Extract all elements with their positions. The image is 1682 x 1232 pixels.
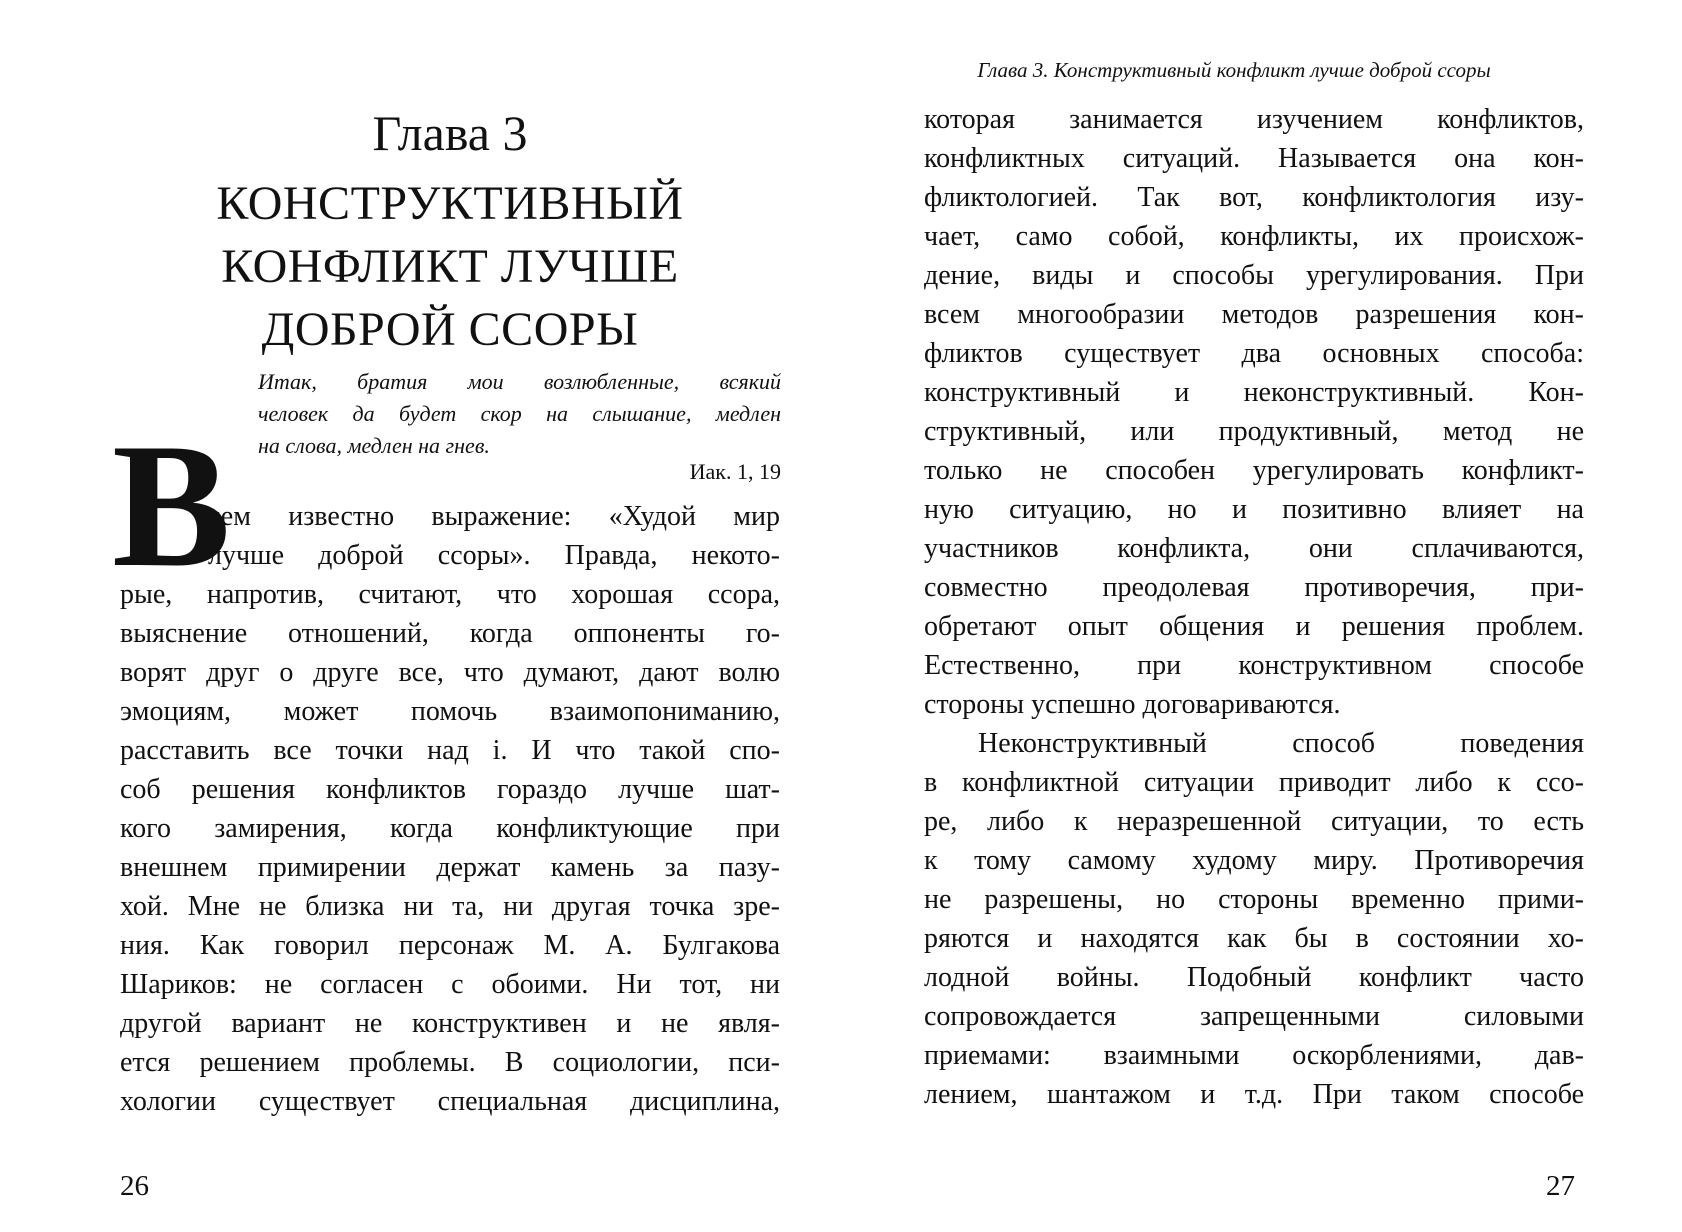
text-line: кого замирения, когда конфликтующие при bbox=[120, 813, 780, 844]
epigraph-line: Итак, братия мои возлюбленные, всякий bbox=[258, 369, 781, 394]
running-head: Глава 3. Конструктивный конфликт лучше доброй ссоры bbox=[977, 58, 1491, 82]
text-line: к тому самому худому миру. Противоречия bbox=[924, 845, 1584, 876]
epigraph-reference: Иак. 1, 19 bbox=[689, 459, 781, 484]
chapter-title bbox=[120, 172, 780, 361]
page-number-right: 27 bbox=[1546, 1170, 1575, 1202]
left-body-text bbox=[120, 497, 780, 1121]
epigraph-line: человек да будет скор на слышание, медлен bbox=[258, 401, 781, 426]
text-line: конфликтных ситуаций. Называется она кон- bbox=[924, 143, 1584, 174]
text-line: ре, либо к неразрешенной ситуации, то есть bbox=[924, 806, 1584, 837]
text-line: соб решения конфликтов гораздо лучше шат- bbox=[120, 774, 780, 805]
text-line: ется решением проблемы. В социологии, пси- bbox=[120, 1047, 780, 1078]
page-number-left: 26 bbox=[120, 1170, 149, 1202]
epigraph-line: на слова, медлен на гнев. bbox=[258, 433, 490, 458]
text-line: участников конфликта, они сплачиваются, bbox=[924, 533, 1584, 564]
text-line: ния. Как говорил персонаж М. А. Булгакова bbox=[120, 930, 780, 961]
text-line: ворят друг о друге все, что думают, дают волю bbox=[120, 657, 780, 688]
drop-cap: В bbox=[112, 406, 231, 604]
text-line: всем многообразии методов разрешения кон- bbox=[924, 299, 1584, 330]
text-line: чает, само собой, конфликты, их происхож- bbox=[924, 221, 1584, 252]
text-line: дение, виды и способы урегулирования. При bbox=[924, 260, 1584, 291]
epigraph bbox=[258, 366, 781, 462]
text-line: в конфликтной ситуации приводит либо к ссо- bbox=[924, 767, 1584, 798]
text-line: сопровождается запрещенными силовыми bbox=[924, 1001, 1584, 1032]
text-line: хой. Мне не близка ни та, ни другая точка зре- bbox=[120, 891, 780, 922]
text-line: конструктивный и неконструктивный. Кон- bbox=[924, 377, 1584, 408]
text-line: лучше доброй ссоры». Правда, некото- bbox=[208, 540, 780, 571]
text-line: другой вариант не конструктивен и не явля- bbox=[120, 1008, 780, 1039]
text-line: выяснение отношений, когда оппоненты го- bbox=[120, 618, 780, 649]
text-line: рые, напротив, считают, что хорошая ссора, bbox=[120, 579, 780, 610]
text-line: обретают опыт общения и решения проблем. bbox=[924, 611, 1584, 642]
text-line: Шариков: не согласен с обоими. Ни тот, ни bbox=[120, 969, 780, 1000]
chapter-title-line: КОНСТРУКТИВНЫЙ bbox=[216, 177, 684, 230]
text-line: эмоциям, может помочь взаимопониманию, bbox=[120, 696, 780, 727]
text-line: которая занимается изучением конфликтов, bbox=[924, 104, 1584, 135]
text-line: сем известно выражение: «Худой мир bbox=[208, 501, 780, 532]
text-line: ную ситуацию, но и позитивно влияет на bbox=[924, 494, 1584, 525]
chapter-title-line: КОНФЛИКТ ЛУЧШЕ bbox=[221, 240, 679, 293]
text-line: только не способен урегулировать конфликт- bbox=[924, 455, 1584, 486]
text-line: фликтов существует два основных способа: bbox=[924, 338, 1584, 369]
text-line: Естественно, при конструктивном способе bbox=[924, 650, 1584, 681]
text-line: не разрешены, но стороны временно прими- bbox=[924, 884, 1584, 915]
right-body-text bbox=[924, 100, 1584, 1114]
text-line: ряются и находятся как бы в состоянии хо- bbox=[924, 923, 1584, 954]
text-line: фликтологией. Так вот, конфликтология изу- bbox=[924, 182, 1584, 213]
text-line: Неконструктивный способ поведения bbox=[978, 728, 1584, 759]
text-line: хологии существует специальная дисциплина, bbox=[120, 1086, 780, 1117]
text-line: совместно преодолевая противоречия, при- bbox=[924, 572, 1584, 603]
text-line: лением, шантажом и т.д. При таком способе bbox=[924, 1079, 1584, 1110]
text-line: внешнем примирении держат камень за пазу- bbox=[120, 852, 780, 883]
text-line: расставить все точки над i. И что такой спо- bbox=[120, 735, 780, 766]
chapter-title-line: ДОБРОЙ ССОРЫ bbox=[261, 303, 639, 356]
text-line: структивный, или продуктивный, метод не bbox=[924, 416, 1584, 447]
text-line: приемами: взаимными оскорблениями, дав- bbox=[924, 1040, 1584, 1071]
text-line: лодной войны. Подобный конфликт часто bbox=[924, 962, 1584, 993]
chapter-number: Глава 3 bbox=[372, 105, 528, 161]
text-line: стороны успешно договариваются. bbox=[924, 689, 1341, 720]
